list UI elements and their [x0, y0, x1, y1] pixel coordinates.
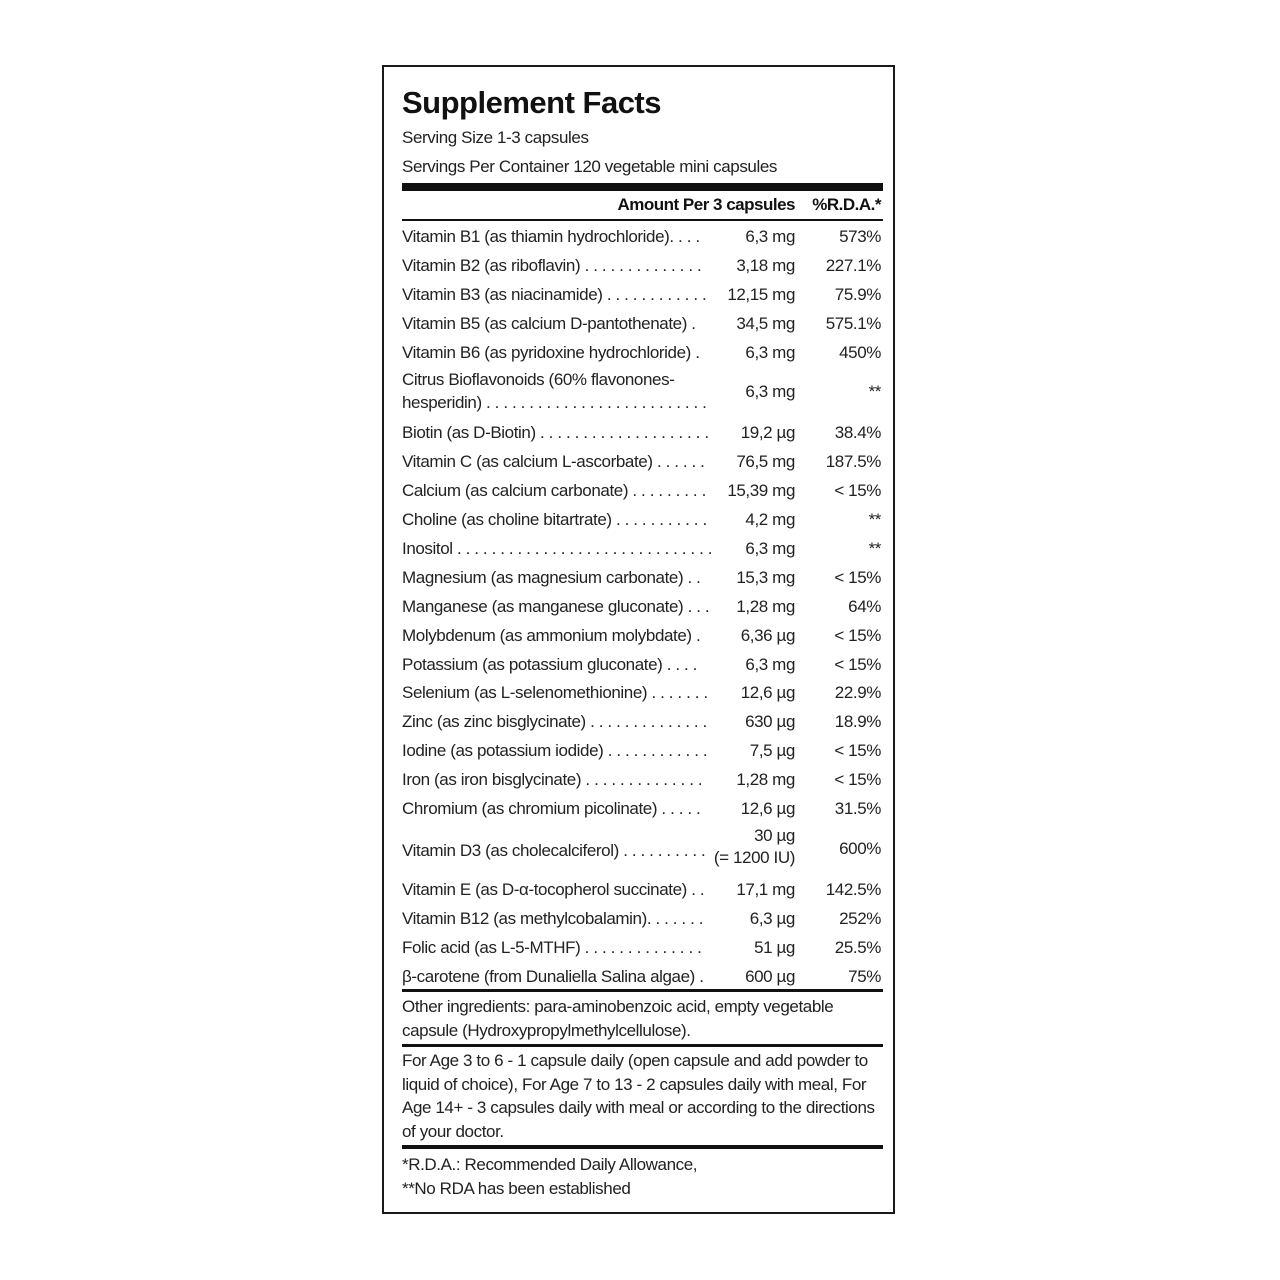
nutrient-name: Biotin (as D-Biotin) . . . . . . . . . . . . . . . . . . . .	[402, 423, 709, 443]
nutrient-row	[402, 420, 883, 449]
nutrient-rda: 600%	[839, 838, 881, 858]
nutrient-name: Vitamin B1 (as thiamin hydrochloride). . . .	[402, 227, 700, 246]
nutrient-name: Iodine (as potassium iodide) . . . . . . . . . . . .	[402, 741, 708, 761]
nutrient-amount: 6,36 µg	[740, 625, 795, 645]
nutrient-amount: 6,3 µg	[749, 908, 795, 928]
nutrient-rda: 75.9%	[834, 284, 881, 304]
nutrient-amount: 15,3 mg	[736, 567, 795, 587]
nutrient-rda: 187.5%	[825, 452, 881, 472]
nutrient-name: Potassium (as potassium gluconate) . . . .	[402, 654, 698, 674]
directions: For Age 3 to 6 - 1 capsule daily (open capsule and add powder to liquid of choice), For Age 7 to 13 - 2 capsules daily with meal, For Age 14+ - 3 capsules daily with meal or according to the directions of your doctor.	[402, 1051, 875, 1141]
nutrient-rda: 18.9%	[834, 712, 881, 732]
nutrient-name: Vitamin E (as D-α-tocopherol succinate) . .	[402, 879, 705, 899]
nutrient-name: Inositol . . . . . . . . . . . . . . . . . . . . . . . . . . . . . .	[402, 539, 712, 559]
nutrient-row	[402, 594, 883, 623]
nutrient-name: Vitamin B2 (as riboflavin) . . . . . . . . . . . . . .	[402, 255, 702, 275]
nutrient-amount: 19,2 µg	[740, 423, 795, 443]
nutrient-name: Selenium (as L-selenomethionine) . . . . . . .	[402, 683, 708, 703]
nutrient-rda: < 15%	[834, 625, 881, 645]
nutrient-row	[402, 680, 883, 709]
amount-primary: 30 µg	[754, 825, 795, 845]
label-title: Supplement Facts	[402, 85, 661, 120]
amount-column-header: Amount Per 3 capsules	[617, 195, 795, 214]
nutrient-name: β-carotene (from Dunaliella Salina algae) .	[402, 966, 704, 986]
nutrient-amount: 6,3 mg	[745, 654, 795, 674]
nutrient-name: Iron (as iron bisglycinate) . . . . . . . . . . . . . .	[402, 770, 703, 790]
nutrient-name: Vitamin B5 (as calcium D-pantothenate) .	[402, 313, 696, 333]
nutrient-name: Citrus Bioflavonoids (60% flavonones-hesperidin) . . . . . . . . . . . . . . . . . . . . . . . . . .	[402, 370, 707, 413]
nutrient-name: Choline (as choline bitartrate) . . . . . . . . . . .	[402, 510, 707, 530]
nutrient-amount: 51 µg	[754, 937, 795, 957]
column-header-row	[402, 195, 883, 217]
nutrient-row	[402, 877, 883, 906]
nutrient-row	[402, 935, 883, 964]
amount-note: (= 1200 IU)	[713, 847, 795, 867]
nutrient-row	[402, 253, 883, 282]
nutrient-amount: 12,6 µg	[740, 683, 795, 703]
section-divider	[402, 989, 883, 992]
nutrient-amount: 630 µg	[745, 712, 795, 732]
nutrient-rda: 573%	[839, 227, 881, 246]
nutrient-name: Magnesium (as magnesium carbonate) . .	[402, 567, 701, 587]
nutrient-amount: 76,5 mg	[736, 452, 795, 472]
nutrient-rda: < 15%	[834, 567, 881, 587]
nutrient-row	[402, 449, 883, 478]
nutrient-name: Vitamin B3 (as niacinamide) . . . . . . . . . . . .	[402, 284, 707, 304]
nutrient-rda: 25.5%	[834, 937, 881, 957]
nutrient-rda: 64%	[848, 596, 881, 616]
nutrient-name: Vitamin C (as calcium L-ascorbate) . . . . . .	[402, 452, 705, 472]
nutrient-row	[402, 311, 883, 340]
section-divider	[402, 1044, 883, 1047]
nutrient-name: Molybdenum (as ammonium molybdate) .	[402, 625, 701, 645]
nutrient-amount: 1,28 mg	[736, 770, 795, 790]
nutrient-amount: 12,6 µg	[740, 799, 795, 819]
nutrient-table	[402, 224, 883, 992]
nutrient-row	[402, 652, 883, 681]
nutrient-name: Vitamin B6 (as pyridoxine hydrochloride) .	[402, 342, 700, 362]
nutrient-amount: 1,28 mg	[736, 596, 795, 616]
nutrient-row	[402, 224, 883, 253]
nutrient-amount: 4,2 mg	[745, 510, 795, 530]
nutrient-amount: 15,39 mg	[727, 481, 795, 501]
rda-column-header: %R.D.A.*	[812, 195, 881, 214]
nutrient-amount: 6,3 mg	[745, 227, 795, 246]
nutrient-rda: < 15%	[834, 770, 881, 790]
nutrient-rda: **	[868, 510, 881, 530]
nutrient-name: Zinc (as zinc bisglycinate) . . . . . . . . . . . . . .	[402, 712, 707, 732]
nutrient-name: Calcium (as calcium carbonate) . . . . . . . . .	[402, 481, 706, 501]
footnote-rda: *R.D.A.: Recommended Daily Allowance,	[402, 1155, 698, 1174]
nutrient-row	[402, 906, 883, 935]
nutrient-amount: 7,5 µg	[749, 741, 795, 761]
thin-divider	[402, 219, 883, 221]
nutrient-row	[402, 565, 883, 594]
nutrient-rda: 38.4%	[834, 423, 881, 443]
nutrient-rda: 142.5%	[825, 879, 881, 899]
nutrient-rda: 75%	[848, 966, 881, 986]
nutrient-name: Vitamin D3 (as cholecalciferol) . . . . . . . . . .	[402, 840, 706, 860]
section-divider	[402, 1145, 883, 1149]
nutrient-row	[402, 478, 883, 507]
nutrient-row	[402, 738, 883, 767]
nutrient-row	[402, 709, 883, 738]
supplement-facts-panel	[382, 65, 895, 1214]
nutrient-amount: 17,1 mg	[736, 879, 795, 899]
nutrient-amount: 34,5 mg	[736, 313, 795, 333]
nutrient-rda: < 15%	[834, 741, 881, 761]
thick-divider	[402, 183, 883, 191]
nutrient-rda: 450%	[839, 342, 881, 362]
nutrient-rda: 227.1%	[825, 255, 881, 275]
nutrient-amount: 12,15 mg	[727, 284, 795, 304]
nutrient-amount: 3,18 mg	[736, 255, 795, 275]
nutrient-rda: < 15%	[834, 481, 881, 501]
nutrient-row	[402, 623, 883, 652]
nutrient-row	[402, 282, 883, 311]
footnote-no-rda: **No RDA has been established	[402, 1179, 631, 1198]
servings-per-container: Servings Per Container 120 vegetable mini capsules	[402, 157, 778, 176]
nutrient-row	[402, 825, 883, 877]
nutrient-amount	[714, 825, 795, 869]
nutrient-rda: 575.1%	[825, 313, 881, 333]
nutrient-rda: **	[868, 539, 881, 559]
nutrient-row	[402, 507, 883, 536]
nutrient-amount: 6,3 mg	[745, 382, 795, 402]
nutrient-rda: 31.5%	[834, 799, 881, 819]
nutrient-rda: **	[868, 382, 881, 402]
nutrient-row	[402, 536, 883, 565]
nutrient-amount: 600 µg	[745, 966, 795, 986]
nutrient-rda: 22.9%	[834, 683, 881, 703]
nutrient-amount: 6,3 mg	[745, 539, 795, 559]
nutrient-rda: 252%	[839, 908, 881, 928]
nutrient-name: Vitamin B12 (as methylcobalamin). . . . . . .	[402, 908, 704, 928]
nutrient-name: Manganese (as manganese gluconate) . . .	[402, 596, 710, 616]
nutrient-row	[402, 340, 883, 369]
nutrient-row	[402, 368, 883, 420]
other-ingredients: Other ingredients: para-aminobenzoic acid, empty vegetable capsule (Hydroxypropylmethylcellulose).	[402, 997, 834, 1040]
nutrient-name: Folic acid (as L-5-MTHF) . . . . . . . . . . . . . .	[402, 937, 702, 957]
nutrient-name: Chromium (as chromium picolinate) . . . . .	[402, 799, 701, 819]
serving-size: Serving Size 1-3 capsules	[402, 128, 589, 147]
nutrient-row	[402, 796, 883, 825]
nutrient-row	[402, 767, 883, 796]
nutrient-amount: 6,3 mg	[745, 342, 795, 362]
nutrient-rda: < 15%	[834, 654, 881, 674]
